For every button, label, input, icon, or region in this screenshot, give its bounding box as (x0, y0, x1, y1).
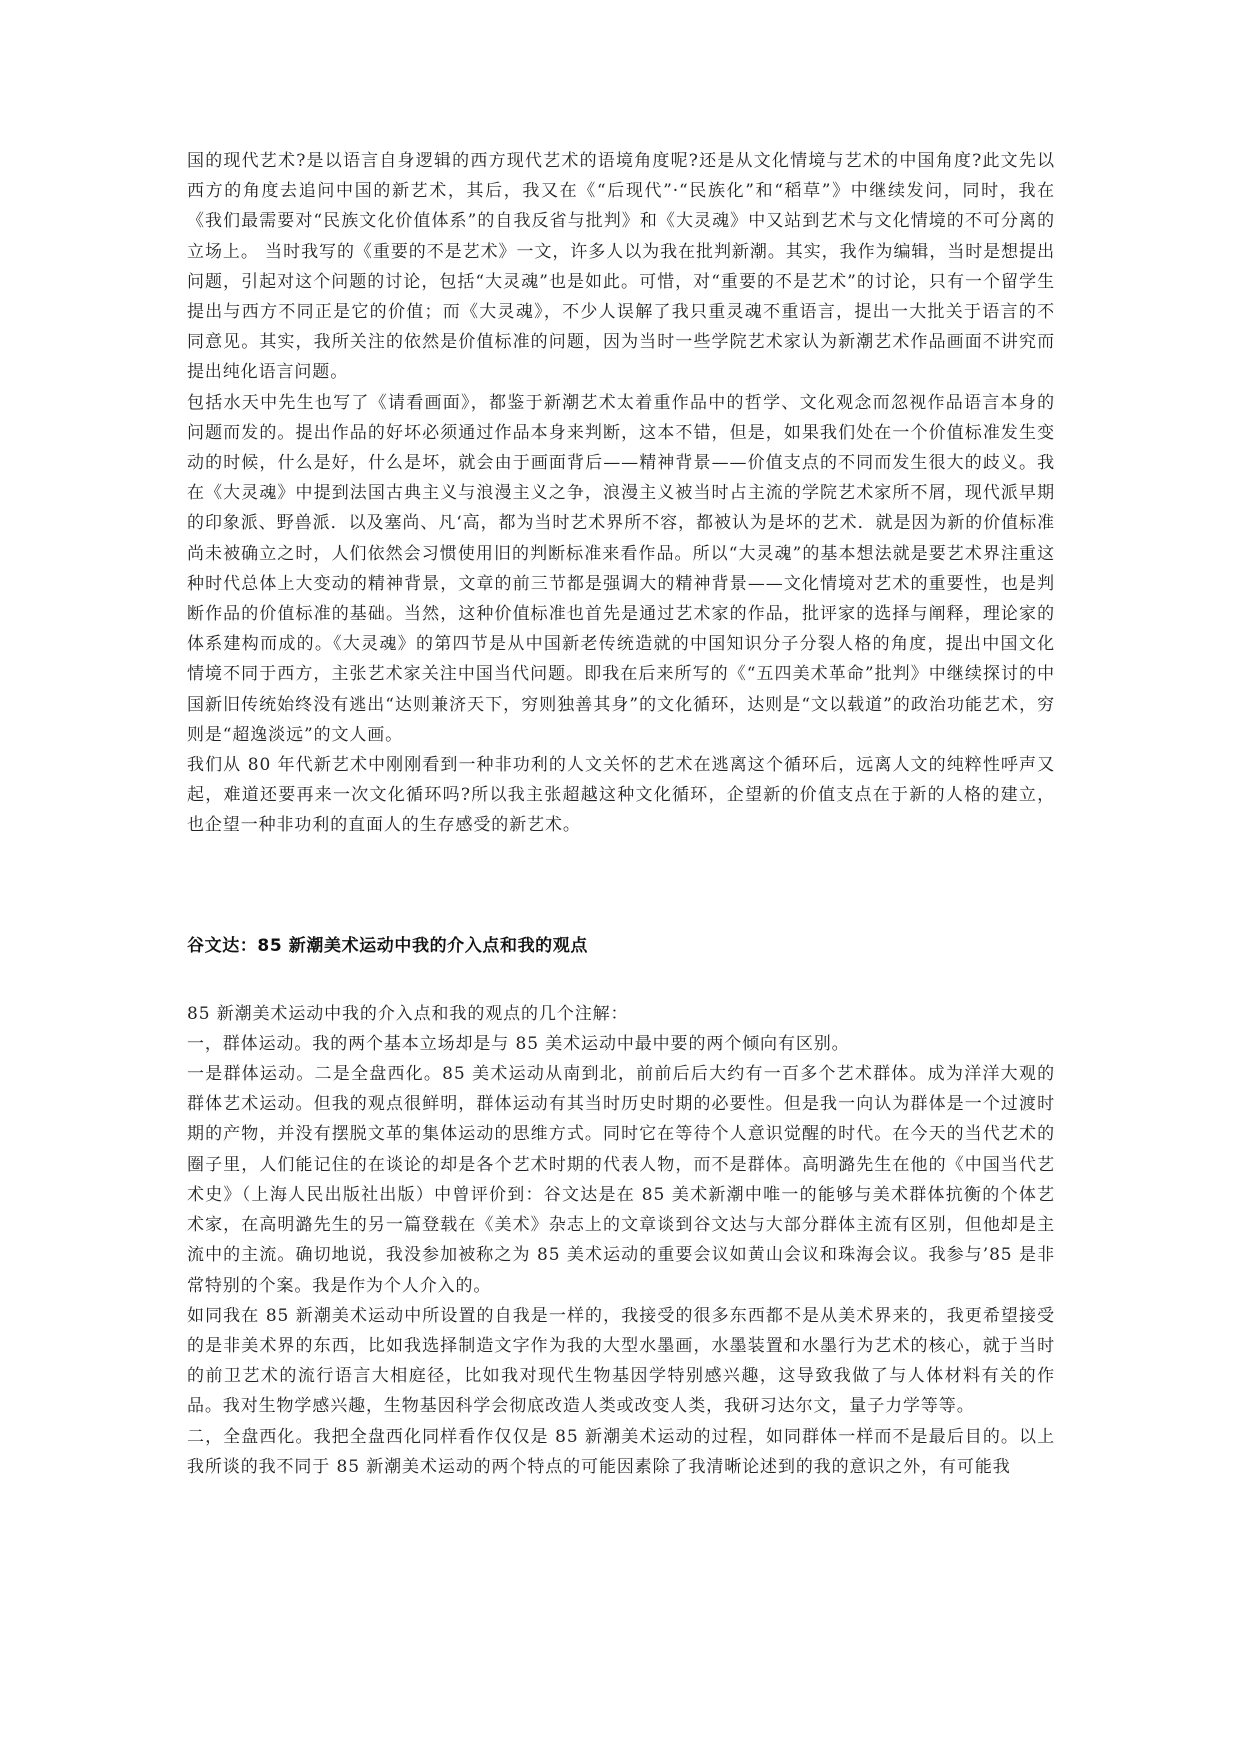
heading-spacer (187, 961, 1055, 999)
section-heading: 谷文达：85 新潮美术运动中我的介入点和我的观点 (187, 935, 588, 956)
body-paragraph-2: 包括水天中先生也写了《请看画面》，都鉴于新潮艺术太着重作品中的哲学、文化观念而忽视作品语言本身的问题而发的。提出作品的好坏必须通过作品本身来判断，这本不错，但是，如果我们处在一个价值标准发生变动的时候，什么是好，什么是坏，就会由于画面背后——精神背景——价值支点的不同而发生很大的歧义。我在《大灵魂》中提到法国古典主义与浪漫主义之争，浪漫主义被当时占主流的学院艺术家所不屑，现代派早期的印象派、野兽派．以及塞尚、凡‘高，都为当时艺术界所不容，都被认为是坏的艺术．就是因为新的价值标准尚未被确立之时，人们依然会习惯使用旧的判断标准来看作品。所以“大灵魂”的基本想法就是要艺术界注重这种时代总体上大变动的精神背景，文章的前三节都是强调大的精神背景——文化情境对艺术的重要性，也是判断作品的价值标准的基础。当然，这种价值标准也首先是通过艺术家的作品，批评家的选择与阐释，理论家的体系建构而成的。《大灵魂》的第四节是从中国新老传统造就的中国知识分子分裂人格的角度，提出中国文化情境不同于西方，主张艺术家关注中国当代问题。即我在后来所写的《“五四美术革命”批判》中继续探讨的中国新旧传统始终没有逃出“达则兼济天下，穷则独善其身”的文化循环，达则是“文以载道”的政治功能艺术，穷则是“超逸淡远”的文人画。 (187, 392, 1055, 745)
body-paragraph-8: 二，全盘西化。我把全盘西化同样看作仅仅是 85 新潮美术运动的过程，如同群体一样而不是最后目的。以上我所谈的我不同于 85 新潮美术运动的两个特点的可能因素除了我清晰论述到的我的意识之外，有可能我 (187, 1426, 1055, 1477)
body-paragraph-7: 如同我在 85 新潮美术运动中所设置的自我是一样的，我接受的很多东西都不是从美术界来的，我更希望接受的是非美术界的东西，比如我选择制造文字作为我的大型水墨画，水墨装置和水墨行为艺术的核心，就于当时的前卫艺术的流行语言大相庭径，比如我对现代生物基因学特别感兴趣，这导致我做了与人体材料有关的作品。我对生物学感兴趣，生物基因科学会彻底改造人类或改变人类，我研习达尔文，量子力学等等。 (187, 1305, 1055, 1417)
body-paragraph-6: 一是群体运动。二是全盘西化。85 美术运动从南到北，前前后后大约有一百多个艺术群体。成为洋洋大观的群体艺术运动。但我的观点很鲜明，群体运动有其当时历史时期的必要性。但是我一向认为群体是一个过渡时期的产物，并没有摆脱文革的集体运动的思维方式。同时它在等待个人意识觉醒的时代。在今天的当代艺术的圈子里，人们能记住的在谈论的却是各个艺术时期的代表人物，而不是群体。高明潞先生在他的《中国当代艺术史》（上海人民出版社出版）中曾评价到：谷文达是在 85 美术新潮中唯一的能够与美术群体抗衡的个体艺术家，在高明潞先生的另一篇登载在《美术》杂志上的文章谈到谷文达与大部分群体主流有区别，但他却是主流中的主流。确切地说，我没参加被称之为 85 美术运动的重要会议如黄山会议和珠海会议。我参与’85 是非常特别的个案。我是作为个人介入的。 (187, 1064, 1055, 1296)
body-paragraph-1: 国的现代艺术?是以语言自身逻辑的西方现代艺术的语境角度呢?还是从文化情境与艺术的中国角度?此文先以西方的角度去追问中国的新艺术，其后，我又在《“后现代”·“民族化”和“稻草”》中继续发问，同时，我在《我们最需要对“民族文化价值体系”的自我反省与批判》和《大灵魂》中又站到艺术与文化情境的不可分离的立场上。 当时我写的《重要的不是艺术》一文，许多人以为我在批判新潮。其实，我作为编辑，当时是想提出问题，引起对这个问题的讨论，包括“大灵魂”也是如此。可惜，对“重要的不是艺术”的讨论，只有一个留学生提出与西方不同正是它的价值；而《大灵魂》，不少人误解了我只重灵魂不重语言，提出一大批关于语言的不同意见。其实，我所关注的依然是价值标准的问题，因为当时一些学院艺术家认为新潮艺术作品画面不讲究而提出纯化语言问题。 (187, 151, 1055, 383)
body-paragraph-3: 我们从 80 年代新艺术中刚刚看到一种非功利的人文关怀的艺术在逃离这个循环后，远离人文的纯粹性呼声又起，难道还要再来一次文化循环吗?所以我主张超越这种文化循环，企望新的价值支点在于新的人格的建立，也企望一种非功利的直面人的生存感受的新艺术。 (187, 755, 1055, 836)
body-paragraph-4: 85 新潮美术运动中我的介入点和我的观点的几个注解： (187, 1003, 629, 1024)
body-paragraph-5: 一，群体运动。我的两个基本立场却是与 85 美术运动中最中要的两个倾向有区别。 (187, 1033, 850, 1054)
document-body (187, 146, 1055, 1482)
section-spacer (187, 841, 1055, 931)
